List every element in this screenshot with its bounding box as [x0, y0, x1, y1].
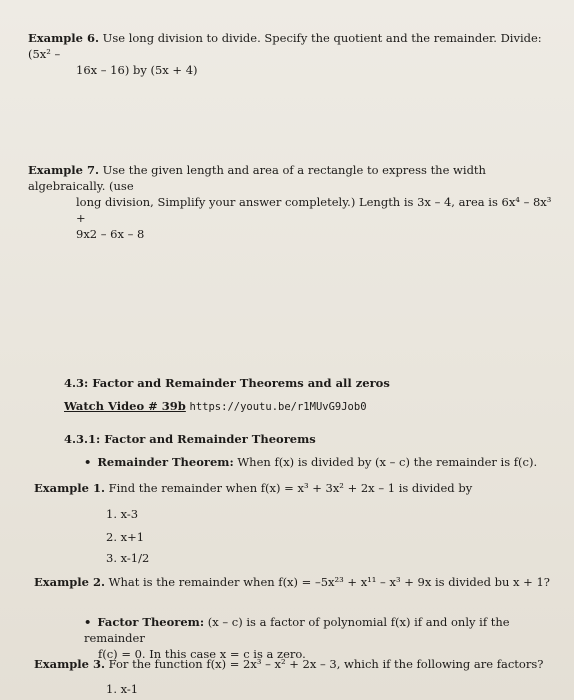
example-7-line3: 9x2 – 6x – 8	[76, 227, 145, 241]
factor-theorem-term: Factor Theorem:	[97, 615, 205, 629]
section-heading-4-3-1: 4.3.1: Factor and Remainder Theorems	[64, 432, 316, 446]
example-7-line1: Use the given length and area of a rectangle to express the width algebraically. (use	[28, 163, 486, 193]
example-2-label: Example 2.	[34, 575, 105, 589]
example-6-line2: 16x – 16) by (5x + 4)	[76, 63, 198, 77]
example-3	[34, 656, 564, 672]
example-2	[34, 574, 564, 590]
example-6	[28, 30, 558, 78]
example-7-line2: long division, Simplify your answer completely.) Length is 3x – 4, area is 6x⁴ – 8x³ +	[76, 195, 552, 225]
example-1-text: Find the remainder when f(x) = x³ + 3x² + 2x – 1 is divided by	[108, 481, 473, 495]
example-3-text: For the function f(x) = 2x³ – x² + 2x – 3, which if the following are factors?	[108, 657, 544, 671]
factor-theorem-line2: f(c) = 0. In this case x = c is a zero.	[98, 647, 306, 661]
example-6-label: Example 6.	[28, 31, 99, 45]
example-6-line1: Use long division to divide. Specify the quotient and the remainder. Divide: (5x² –	[28, 31, 542, 61]
watch-video-line	[64, 399, 367, 413]
remainder-theorem-bullet	[84, 454, 554, 470]
example-3-label: Example 3.	[34, 657, 105, 671]
example-1-item-1: 1. x-3	[106, 507, 139, 521]
example-7	[28, 162, 563, 242]
bullet-icon: •	[84, 615, 92, 629]
example-1	[34, 480, 554, 496]
example-1-item-2: 2. x+1	[106, 530, 145, 544]
factor-theorem-bullet	[84, 614, 564, 662]
bullet-icon: •	[84, 455, 92, 469]
example-1-item-3: 3. x-1/2	[106, 551, 150, 565]
video-url[interactable]: https://youtu.be/r1MUvG9Job0	[189, 401, 367, 413]
section-heading-4-3: 4.3: Factor and Remainder Theorems and all zeros	[64, 376, 390, 390]
remainder-theorem-term: Remainder Theorem:	[97, 455, 234, 469]
remainder-theorem-text: When f(x) is divided by (x – c) the remainder is f(c).	[237, 455, 538, 469]
watch-video-link[interactable]: Watch Video # 39b	[64, 399, 186, 413]
factor-theorem-line1: (x – c) is a factor of polynomial f(x) if and only if the remainder	[84, 615, 510, 645]
example-1-label: Example 1.	[34, 481, 105, 495]
example-3-item-1: 1. x-1	[106, 682, 139, 696]
example-7-label: Example 7.	[28, 163, 99, 177]
example-2-text: What is the remainder when f(x) = –5x²³ + x¹¹ – x³ + 9x is divided bu x + 1?	[108, 575, 550, 589]
